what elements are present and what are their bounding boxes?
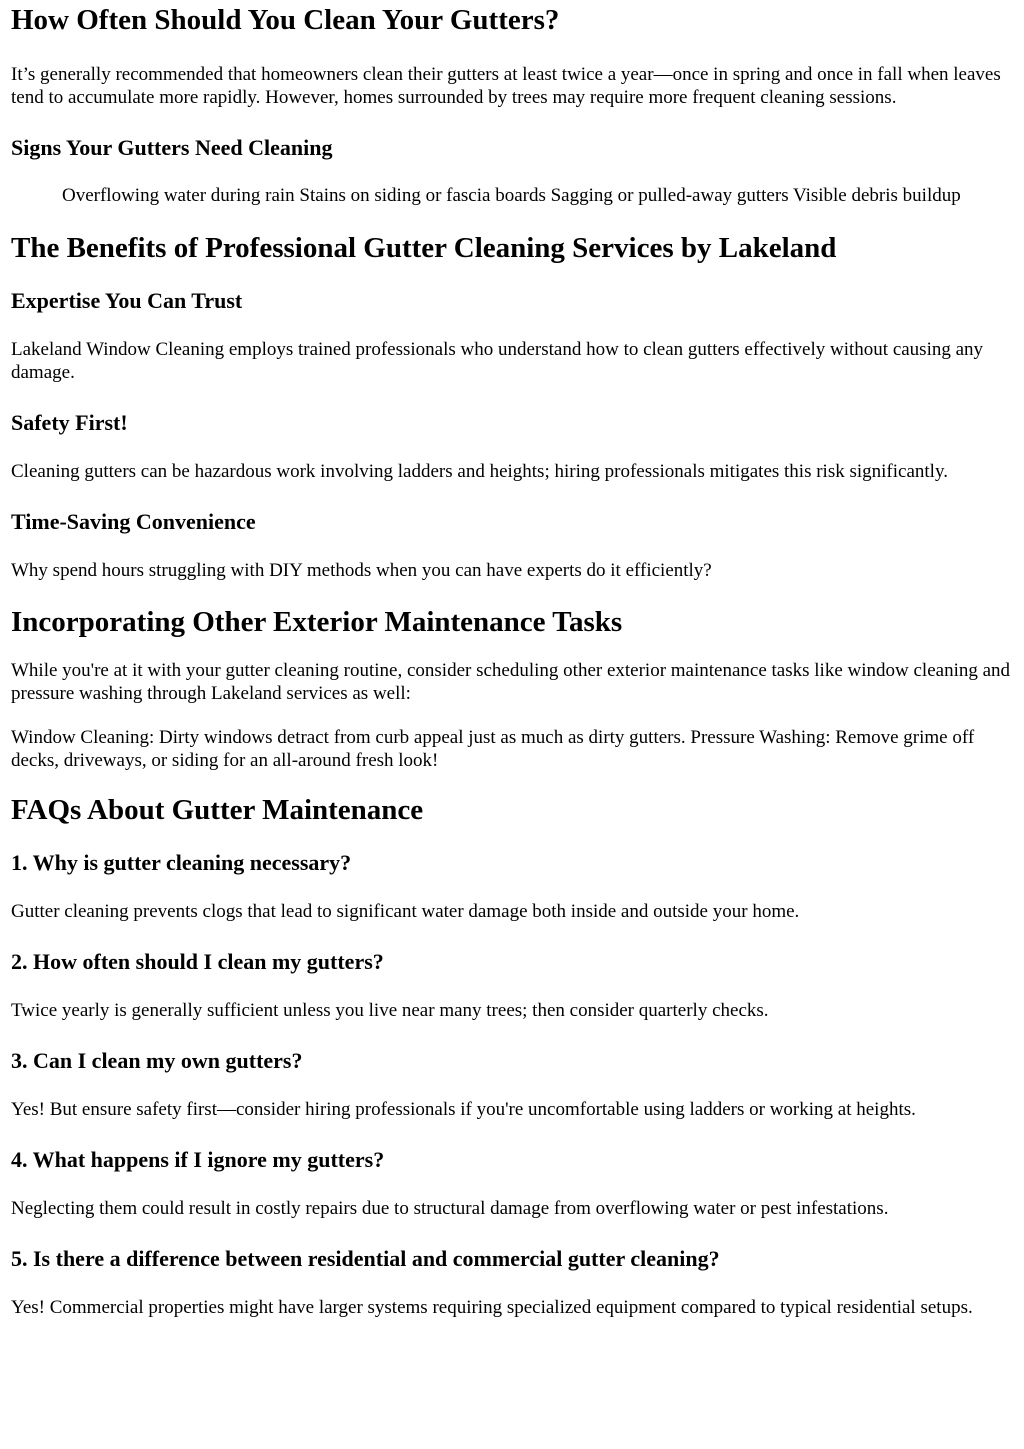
heading-other-tasks: Incorporating Other Exterior Maintenance Tasks <box>11 606 623 638</box>
faq-answer-1: Gutter cleaning prevents clogs that lead to significant water damage both inside and outside your home. <box>11 901 800 922</box>
signs-list: Overflowing water during rain Stains on siding or fascia boards Sagging or pulled-away gutters Visible debris buildup <box>62 185 961 206</box>
benefit-title-expertise: Expertise You Can Trust <box>11 288 243 313</box>
article <box>0 3 1024 1319</box>
benefit-text-safety: Cleaning gutters can be hazardous work involving ladders and heights; hiring professionals mitigates this risk significantly. <box>11 461 948 482</box>
faq-question-5: 5. Is there a difference between residential and commercial gutter cleaning? <box>11 1246 720 1271</box>
faq-question-3: 3. Can I clean my own gutters? <box>11 1048 303 1073</box>
faq-answer-5: Yes! Commercial properties might have larger systems requiring specialized equipment compared to typical residential setups. <box>11 1297 973 1318</box>
faq-question-2: 2. How often should I clean my gutters? <box>11 949 384 974</box>
faq-answer-2: Twice yearly is generally sufficient unless you live near many trees; then consider quarterly checks. <box>11 1000 769 1021</box>
heading-signs: Signs Your Gutters Need Cleaning <box>11 135 333 160</box>
other-tasks-list: Window Cleaning: Dirty windows detract from curb appeal just as much as dirty gutters. Pressure Washing: Remove grime off decks, driveways, or siding for an all-around fresh look! <box>11 727 975 771</box>
faq-answer-4: Neglecting them could result in costly repairs due to structural damage from overflowing water or pest infestations. <box>11 1198 889 1219</box>
faq-answer-3: Yes! But ensure safety first—consider hiring professionals if you're uncomfortable using ladders or working at heights. <box>11 1099 916 1120</box>
benefit-title-safety: Safety First! <box>11 410 128 435</box>
other-tasks-intro: While you're at it with your gutter cleaning routine, consider scheduling other exterior maintenance tasks like window cleaning and pressure washing through Lakeland services as well: <box>11 660 1011 704</box>
heading-clean-frequency: How Often Should You Clean Your Gutters? <box>11 4 560 36</box>
faq-question-1: 1. Why is gutter cleaning necessary? <box>11 850 352 875</box>
heading-benefits: The Benefits of Professional Gutter Cleaning Services by Lakeland <box>11 232 837 264</box>
benefit-title-time-saving: Time-Saving Convenience <box>11 509 256 534</box>
benefit-text-time-saving: Why spend hours struggling with DIY methods when you can have experts do it efficiently? <box>11 560 712 581</box>
heading-faqs: FAQs About Gutter Maintenance <box>11 794 424 826</box>
faq-question-4: 4. What happens if I ignore my gutters? <box>11 1147 385 1172</box>
benefit-text-expertise: Lakeland Window Cleaning employs trained professionals who understand how to clean gutters effectively without causing any damage. <box>11 339 984 383</box>
clean-frequency-intro: It’s generally recommended that homeowners clean their gutters at least twice a year—once in spring and once in fall when leaves tend to accumulate more rapidly. However, homes surrounded by trees may require more frequent cleaning sessions. <box>11 64 1001 108</box>
